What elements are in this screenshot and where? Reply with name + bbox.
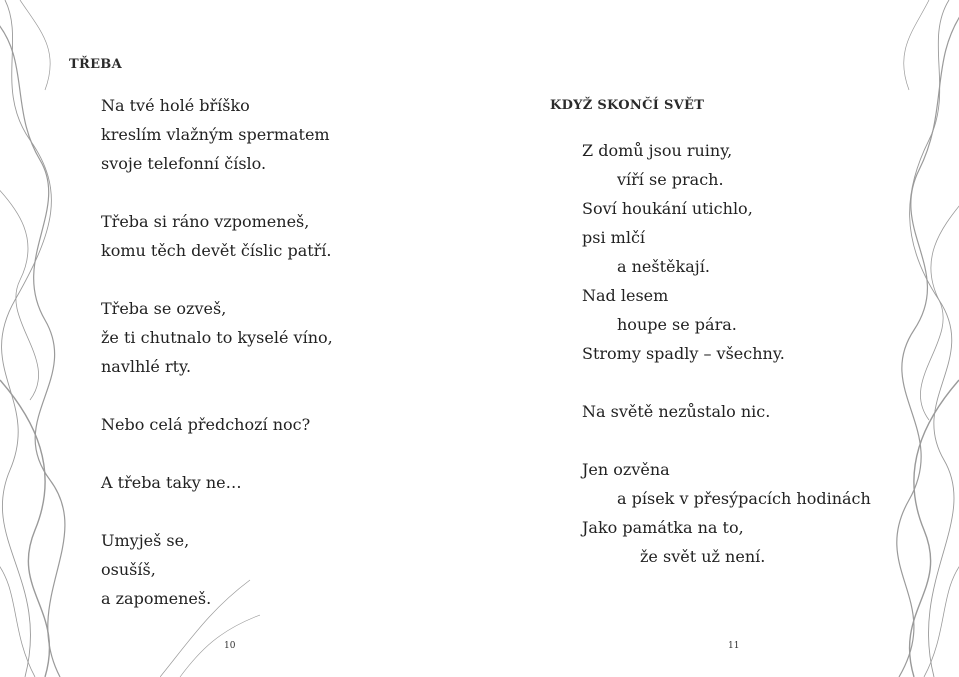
poem-line: Jen ozvěna bbox=[582, 460, 670, 479]
poem-line: Třeba si ráno vzpomeneš, bbox=[101, 212, 310, 231]
poem-body-treba bbox=[101, 91, 333, 613]
right-page bbox=[480, 0, 959, 677]
poem-line: kreslím vlažným spermatem bbox=[101, 125, 330, 144]
poem-title-kdyz-skonci-svet: KDYŽ SKONČÍ SVĚT bbox=[550, 98, 705, 113]
stanza-break bbox=[582, 368, 871, 397]
poem-body-kdyz-skonci-svet bbox=[582, 136, 871, 571]
poem-line: A třeba taky ne… bbox=[101, 473, 242, 492]
page-number-left: 10 bbox=[224, 641, 236, 651]
poem-line: Nad lesem bbox=[582, 286, 669, 305]
poem-line: Nebo celá předchozí noc? bbox=[101, 415, 311, 434]
poem-line: a neštěkají. bbox=[617, 257, 710, 276]
poem-line: Stromy spadly – všechny. bbox=[582, 344, 785, 363]
poem-line: že ti chutnalo to kyselé víno, bbox=[101, 328, 333, 347]
poem-line: Na tvé holé bříško bbox=[101, 96, 250, 115]
stanza-break bbox=[101, 381, 333, 410]
decorative-branches-right bbox=[869, 0, 959, 677]
poem-line: osušíš, bbox=[101, 560, 156, 579]
poem-line: svoje telefonní číslo. bbox=[101, 154, 267, 173]
stanza-break bbox=[101, 265, 333, 294]
poem-line: že svět už není. bbox=[640, 547, 766, 566]
poem-line: Z domů jsou ruiny, bbox=[582, 141, 733, 160]
poem-line: navlhlé rty. bbox=[101, 357, 192, 376]
poem-line: Třeba se ozveš, bbox=[101, 299, 227, 318]
stanza-break bbox=[101, 497, 333, 526]
stanza-break bbox=[582, 426, 871, 455]
poem-line: Umyješ se, bbox=[101, 531, 190, 550]
page-number-right: 11 bbox=[728, 641, 740, 651]
stanza-break bbox=[101, 439, 333, 468]
poem-line: a písek v přesýpacích hodinách bbox=[617, 489, 871, 508]
decorative-branches-left bbox=[0, 0, 70, 677]
poem-line: komu těch devět číslic patří. bbox=[101, 241, 332, 260]
poem-line: a zapomeneš. bbox=[101, 589, 212, 608]
poem-title-treba: TŘEBA bbox=[69, 57, 122, 72]
poem-line: víří se prach. bbox=[617, 170, 724, 189]
poem-line: Jako památka na to, bbox=[582, 518, 744, 537]
poem-line: Soví houkání utichlo, bbox=[582, 199, 753, 218]
poem-line: houpe se pára. bbox=[617, 315, 737, 334]
stanza-break bbox=[101, 178, 333, 207]
poem-line: psi mlčí bbox=[582, 228, 646, 247]
poem-line: Na světě nezůstalo nic. bbox=[582, 402, 771, 421]
